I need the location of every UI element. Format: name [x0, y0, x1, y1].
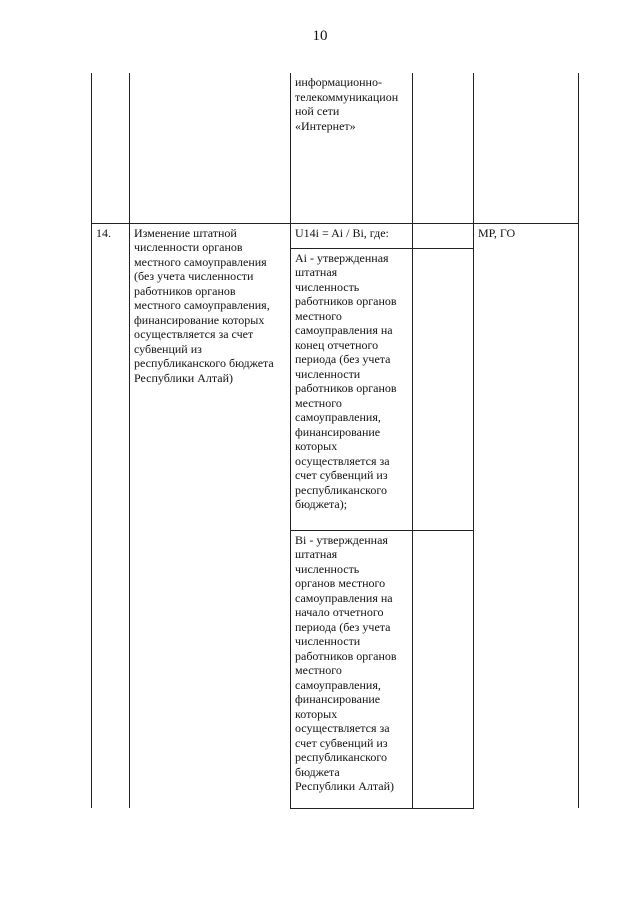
- variable-b-description: Bi - утвержденная штатная численность органов местного самоуправления на начало отчетного периода (без учета численности работников органов местного самоуправления, финансирование которых осуществляется за счет субвенций из республиканского бюджета Республики Алтай): [295, 532, 397, 793]
- empty-cell: [474, 73, 579, 223]
- empty-cell: [130, 73, 291, 223]
- formula-text: U14i = Ai / Bi, где:: [295, 225, 389, 240]
- row-number: 14.: [96, 225, 111, 240]
- variable-a-cell: [291, 248, 413, 530]
- row-number-cell: [92, 223, 130, 808]
- empty-cell: [413, 248, 474, 530]
- formula-continuation-text: информационно- телекоммуникацион ной сети «Интернет»: [295, 75, 399, 133]
- formula-cell: [291, 223, 413, 248]
- formula-cell: [291, 73, 413, 223]
- empty-cell: [92, 73, 130, 223]
- indicators-table: [91, 73, 579, 809]
- applies-to-cell: [474, 223, 579, 808]
- empty-cell: [413, 223, 474, 248]
- empty-cell: [413, 530, 474, 808]
- indicator-cell: [130, 223, 291, 808]
- continuation-row: [92, 73, 579, 223]
- indicator-name: Изменение штатной численности органов местного самоуправления (без учета численности работников органов местного самоуправления, финансирование которых осуществляется за счет субвенций из республиканского бюджета Республики Алтай): [134, 225, 274, 385]
- empty-cell: [413, 73, 474, 223]
- variable-b-cell: [291, 530, 413, 808]
- table-row-14: [92, 223, 579, 248]
- page-number: 10: [312, 28, 328, 44]
- variable-a-description: Ai - утвержденная штатная численность работников органов местного самоуправления на конец отчетного периода (без учета численности работников органов местного самоуправления, финансирование которых осуществляется за счет субвенций из республиканского бюджета);: [295, 250, 397, 511]
- applies-to-text: МР, ГО: [478, 225, 516, 240]
